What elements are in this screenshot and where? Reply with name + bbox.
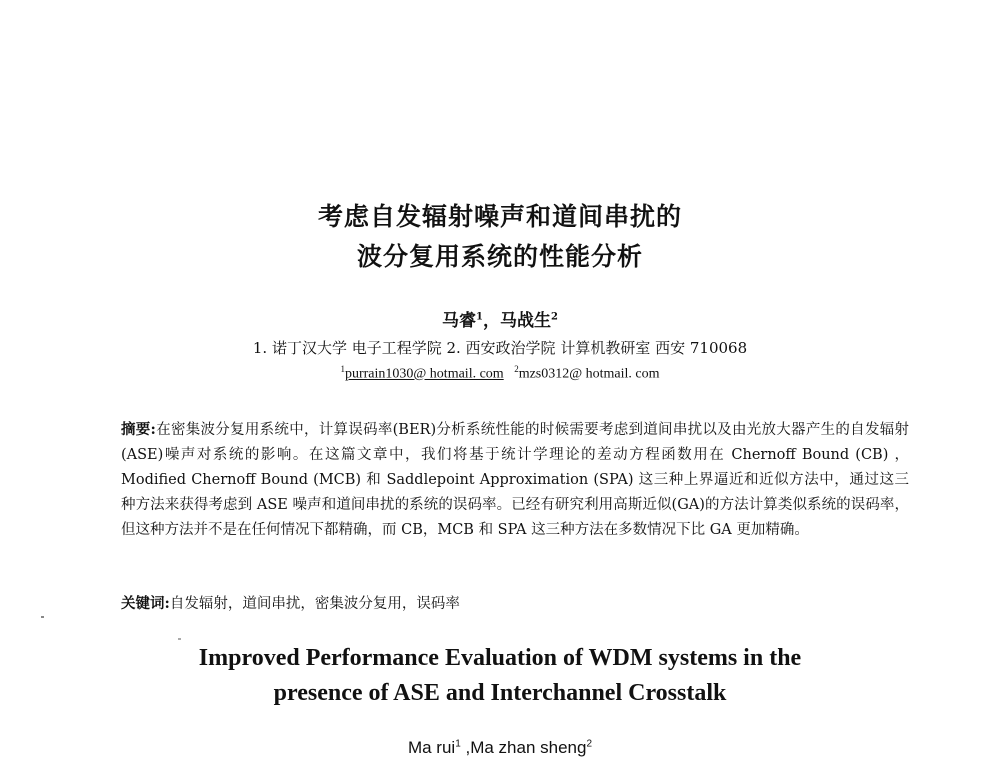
author-2-name: 马战生 [500, 311, 551, 331]
abstract-paragraph [121, 417, 909, 543]
abstract-text: 在密集波分复用系统中，计算误码率(BER)分析系统性能的时候需要考虑到道间串扰以及由光放大器产生的自发辐射(ASE)噪声对系统的影响。在这篇文章中，我们将基于统计学理论的差动方程函数用在 Chernoff Bound (CB) ，Modified Chernoff Bound (MCB) 和 Saddlepoint Approximation (SPA) 这三种上界逼近和近似方法中，通过这三种方法来获得考虑到 ASE 噪声和道间串扰的系统的误码率。已经有研究利用高斯近似(GA)的方法计算类似系统的误码率，但这种方法并不是在任何情况下都精确，而 CB，MCB 和 SPA 这三种方法在多数情况下比 GA 更加精确。 [121, 422, 910, 538]
affiliation-line: 1. 诺丁汉大学 电子工程学院 2. 西安政治学院 计算机教研室 西安 710068 [252, 339, 748, 357]
scan-speck [178, 638, 181, 640]
keywords-line [121, 592, 909, 613]
email-2-superscript: 2 [514, 364, 519, 374]
english-author-2-superscript: 2 [586, 738, 593, 750]
chinese-authors [0, 306, 1000, 331]
author-separator: ， [483, 311, 500, 331]
email-1-link[interactable]: purrain1030@ hotmail. com [344, 366, 504, 382]
english-title-line-2: presence of ASE and Interchannel Crosstalk [273, 680, 727, 706]
english-authors [0, 738, 1000, 758]
chinese-title-line-1: 考虑自发辐射噪声和道间串扰的 [317, 202, 682, 231]
keywords-label: 关键词: [121, 595, 170, 612]
chinese-title-line-2: 波分复用系统的性能分析 [356, 242, 643, 271]
author-1-name: 马睿 [442, 311, 477, 331]
email-1-superscript: 1 [340, 364, 345, 374]
keywords-text: 自发辐射，道间串扰，密集波分复用，误码率 [169, 596, 460, 612]
english-author-separator: , [460, 738, 471, 757]
english-title-line-1: Improved Performance Evaluation of WDM systems in the [198, 645, 802, 671]
scan-speck [41, 616, 44, 618]
author-1-superscript: 1 [476, 311, 483, 323]
email-line [0, 364, 1000, 383]
english-author-2-name: Ma zhan sheng [470, 738, 587, 757]
email-2-text: mzs0312@ hotmail. com [518, 366, 660, 382]
author-2-superscript: 2 [551, 311, 558, 323]
english-author-1-superscript: 1 [455, 738, 461, 750]
abstract-label: 摘要: [121, 421, 156, 438]
english-author-1-name: Ma rui [407, 738, 456, 757]
